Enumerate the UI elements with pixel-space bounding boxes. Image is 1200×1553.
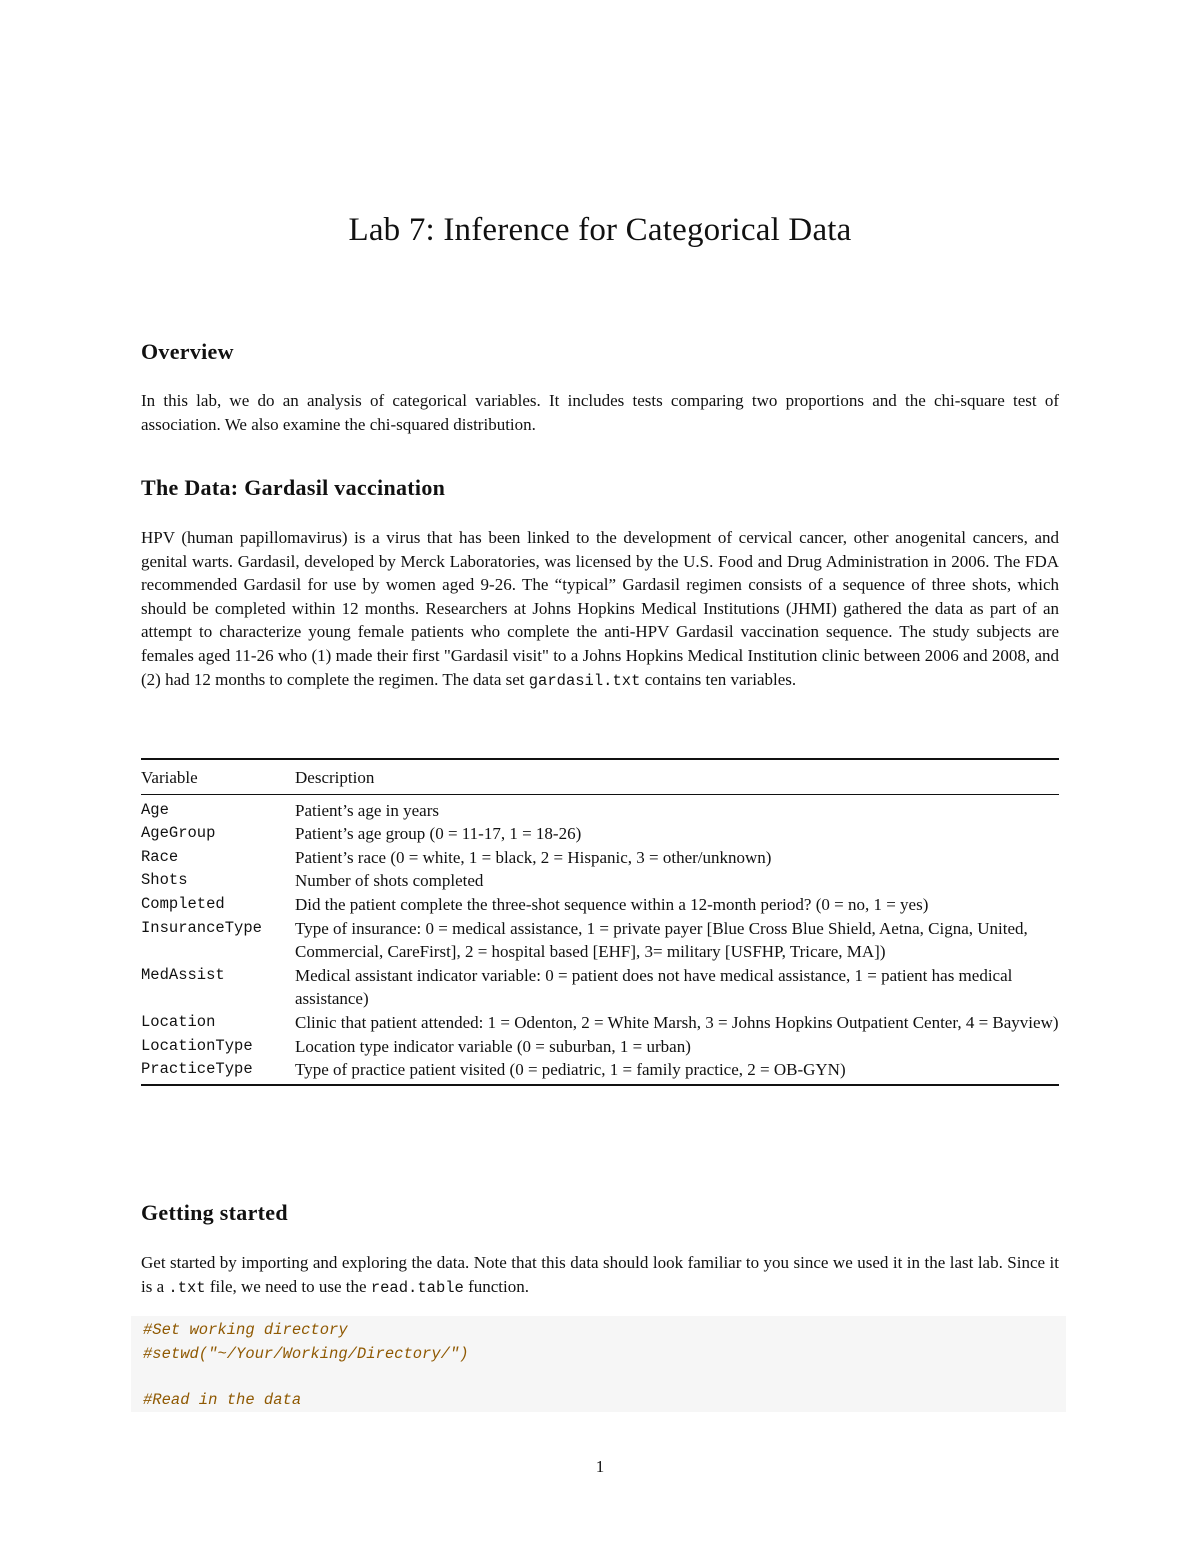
variable-description-cell: Medical assistant indicator variable: 0 = patient does not have medical assistance, 1 = patient has medical assistance) bbox=[295, 965, 1013, 1009]
code-comment-line: #setwd("~/Your/Working/Directory/") bbox=[143, 1345, 469, 1363]
table-row bbox=[141, 822, 1059, 846]
variable-name-cell: AgeGroup bbox=[141, 824, 216, 843]
getting-started-text-3: function. bbox=[463, 1276, 529, 1296]
variable-description-cell: Location type indicator variable (0 = suburban, 1 = urban) bbox=[295, 1036, 691, 1056]
table-header-variable: Variable bbox=[141, 768, 198, 787]
code-comment-line: #Read in the data bbox=[143, 1391, 302, 1409]
variable-description-cell: Number of shots completed bbox=[295, 871, 484, 891]
variable-name-cell: MedAssist bbox=[141, 965, 225, 984]
code-comment-line: #Set working directory bbox=[143, 1321, 348, 1339]
code-block bbox=[131, 1316, 1066, 1412]
document-title: Lab 7: Inference for Categorical Data bbox=[348, 212, 852, 248]
table-row bbox=[141, 893, 1059, 917]
variable-name-cell: Age bbox=[141, 800, 169, 819]
variable-description-cell: Patient’s age group (0 = 11-17, 1 = 18-26) bbox=[295, 824, 582, 844]
table-header-description: Description bbox=[295, 768, 375, 787]
data-section-heading: The Data: Gardasil vaccination bbox=[141, 475, 446, 500]
table-row bbox=[141, 846, 1059, 870]
table-row bbox=[141, 1011, 1059, 1035]
overview-paragraph: In this lab, we do an analysis of categorical variables. It includes tests comparing two proportions and the chi-square test of association. We also examine the chi-squared distribution. bbox=[141, 391, 1059, 434]
variable-description-cell: Clinic that patient attended: 1 = Odenton, 2 = White Marsh, 3 = Johns Hopkins Outpatient Center, 4 = Bayview) bbox=[295, 1012, 1059, 1032]
table-bottom-rule bbox=[141, 1084, 1059, 1086]
txt-extension: .txt bbox=[168, 1278, 206, 1297]
variable-description-cell: Did the patient complete the three-shot sequence within a 12-month period? (0 = no, 1 = yes) bbox=[295, 894, 929, 914]
variable-name-cell: Location bbox=[141, 1012, 216, 1031]
overview-heading: Overview bbox=[141, 339, 234, 364]
variable-name-cell: Completed bbox=[141, 894, 225, 913]
variable-description-cell: Type of practice patient visited (0 = pediatric, 1 = family practice, 2 = OB-GYN) bbox=[295, 1060, 846, 1080]
table-row bbox=[141, 917, 1059, 964]
getting-started-paragraph bbox=[141, 1251, 1059, 1300]
variables-table bbox=[141, 758, 1059, 1086]
data-section-text: HPV (human papillomavirus) is a virus that has been linked to the development of cervical cancer, other anogenital cancers, and genital warts. Gardasil, developed by Merck Laboratories, was licensed by the U.S. Food and Drug Administration in 2006. The FDA recommended Gardasil for use by women aged 9-26. The “typical” Gardasil regimen consists of a sequence of three shots, which should be completed within 12 months. Researchers at Johns Hopkins Medical Institutions (JHMI) gathered the data as part of an attempt to characterize young female patients who complete the anti-HPV Gardasil vaccination sequence. The study subjects are females aged 11-26 who (1) made their first "Gardasil visit" to a Johns Hopkins Medical Institution clinic between 2006 and 2008, and (2) had 12 months to complete the regimen. The data set bbox=[141, 528, 1059, 689]
data-section-text-end: contains ten variables. bbox=[640, 669, 797, 689]
variable-name-cell: LocationType bbox=[141, 1036, 253, 1055]
variable-description-cell: Type of insurance: 0 = medical assistance, 1 = private payer [Blue Cross Blue Shield, Aetna, Cigna, United, Commercial, CareFirst], 2 = hospital based [EHF], 3= military [USFHP, Tricare, MA]) bbox=[295, 918, 1028, 962]
table-row bbox=[141, 869, 1059, 893]
getting-started-heading: Getting started bbox=[141, 1200, 288, 1225]
variable-description-cell: Patient’s age in years bbox=[295, 800, 439, 820]
table-row bbox=[141, 799, 1059, 823]
table-row bbox=[141, 1035, 1059, 1059]
table-row bbox=[141, 1058, 1059, 1082]
page-number: 1 bbox=[595, 1457, 605, 1476]
dataset-filename: gardasil.txt bbox=[528, 671, 641, 690]
variable-name-cell: PracticeType bbox=[141, 1060, 253, 1079]
data-section-paragraph bbox=[141, 526, 1059, 693]
table-body bbox=[141, 795, 1059, 1084]
variable-name-cell: Shots bbox=[141, 871, 188, 890]
table-header-row bbox=[141, 760, 1059, 794]
read-table-function: read.table bbox=[370, 1278, 464, 1297]
getting-started-text-2: file, we need to use the bbox=[205, 1276, 371, 1296]
getting-started-text-1: Get started by importing and exploring the data. Note that this data should look familiar to you since we used it in the last lab. Since it is a bbox=[141, 1253, 1059, 1296]
variable-name-cell: InsuranceType bbox=[141, 918, 262, 937]
table-row bbox=[141, 964, 1059, 1011]
variable-description-cell: Patient’s race (0 = white, 1 = black, 2 = Hispanic, 3 = other/unknown) bbox=[295, 847, 772, 867]
variable-name-cell: Race bbox=[141, 847, 179, 866]
